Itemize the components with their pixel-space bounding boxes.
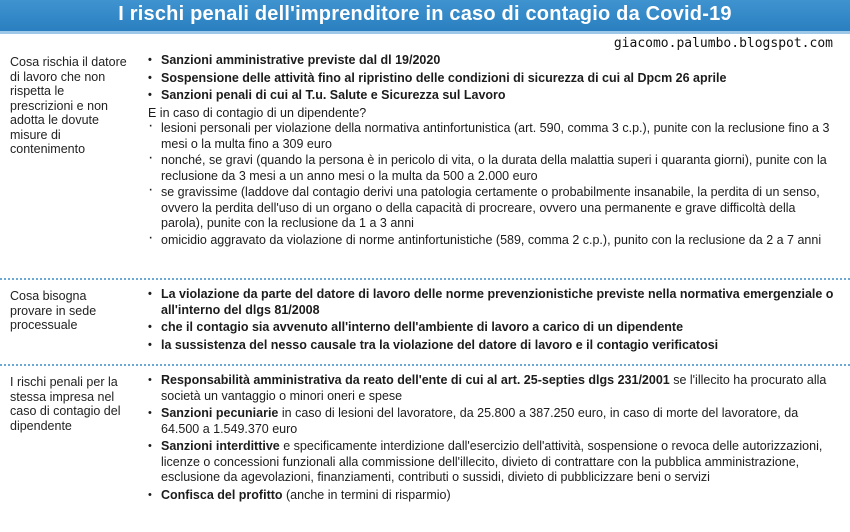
item-bold: Sanzioni pecuniarie xyxy=(161,406,279,420)
section-divider xyxy=(0,364,850,366)
list-item: · se gravissime (laddove dal contagio derivi una patologia certamente o probabilmente insanabile, la perdita di un senso, ovvero la perdita dell'uso di un organo o della capacità di procreare, ovvero una permanente e grave difficoltà della parola), punite con la reclusione da 1 a 3 anni xyxy=(148,185,838,232)
list-item: · omicidio aggravato da violazione di norme antinfortunistiche (589, comma 2 c.p.), punito con la reclusione da 2 a 7 anni xyxy=(148,233,838,249)
item-bold: Sanzioni interdittive xyxy=(161,439,280,453)
page-title: I rischi penali dell'imprenditore in caso di contagio da Covid-19 xyxy=(118,3,732,25)
item-bold: Responsabilità amministrativa da reato dell'ente di cui al art. 25-septies dlgs 231/2001 xyxy=(161,373,670,387)
item-bold: Confisca del profitto xyxy=(161,487,283,502)
list-item: • Sanzioni penali di cui al T.u. Salute e Sicurezza sul Lavoro xyxy=(148,88,838,104)
item-text: in caso di lesioni del lavoratore, da 25.800 a 387.250 euro, in caso di morte del lavoratore, da 64.500 a 1.549.370 euro xyxy=(161,406,799,436)
list-item: • La violazione da parte del datore di lavoro delle norme prevenzionistiche previste nella normativa emergenziale o all'interno del dlgs 81/2008 xyxy=(148,287,838,318)
item-text: e specificamente interdizione dall'esercizio dell'attività, sospensione o revoca delle autorizzazioni, licenze o concessioni funzionali alla commissione dell'illecito, divieto di contrattare con la pubblica amministrazione, esclusione da agevolazioni, finanziamenti, contributi o sussidi, divieto di pubblicizzare beni o servizi xyxy=(161,439,823,484)
list-item xyxy=(148,373,838,404)
banner-stripe xyxy=(0,31,850,34)
item-text: (anche in termini di risparmio) xyxy=(282,487,451,502)
list-item: • Sanzioni amministrative previste dal dl 19/2020 xyxy=(148,53,838,69)
section-3-label: I rischi penali per la stessa impresa nel caso di contagio del dipendente xyxy=(10,375,121,433)
list-item: • la sussistenza del nesso causale tra la violazione del datore di lavoro e il contagio verificatosi xyxy=(148,338,838,354)
list-item xyxy=(148,406,838,437)
list-item: · nonché, se gravi (quando la persona è in pericolo di vita, o la durata della malattia superi i quaranta giorni), punite con la reclusione da 3 mesi a un anno mesi o la multa da 500 a 2.000 euro xyxy=(148,153,838,184)
item-text: se l'illecito ha procurato alla società un vantaggio o minori oneri e spese xyxy=(161,373,827,403)
list-item: • che il contagio sia avvenuto all'interno dell'ambiente di lavoro a carico di un dipendente xyxy=(148,320,838,336)
section-2-body xyxy=(148,287,838,355)
section-1-body xyxy=(148,53,838,249)
section-2-label: Cosa bisogna provare in sede processuale xyxy=(10,289,97,332)
title-banner xyxy=(0,0,850,31)
list-item: • Sospensione delle attività fino al ripristino delle condizioni di sicurezza di cui al Dpcm 26 aprile xyxy=(148,71,838,87)
list-item: · lesioni personali per violazione della normativa antinfortunistica (art. 590, comma 3 c.p.), punite con la reclusione fino a 3 mesi o la multa fino a 309 euro xyxy=(148,121,838,152)
section-3-body xyxy=(148,373,838,505)
list-item xyxy=(148,439,838,486)
blog-url[interactable]: giacomo.palumbo.blogspot.com xyxy=(613,36,833,51)
section-divider xyxy=(0,278,850,280)
section-1-label: Cosa rischia il datore di lavoro che non rispetta le prescrizioni e non adotta le dovute misure di contenimento xyxy=(10,55,127,156)
list-item xyxy=(148,488,838,504)
sub-list xyxy=(148,121,838,248)
sub-heading: E in caso di contagio di un dipendente? xyxy=(148,105,367,120)
